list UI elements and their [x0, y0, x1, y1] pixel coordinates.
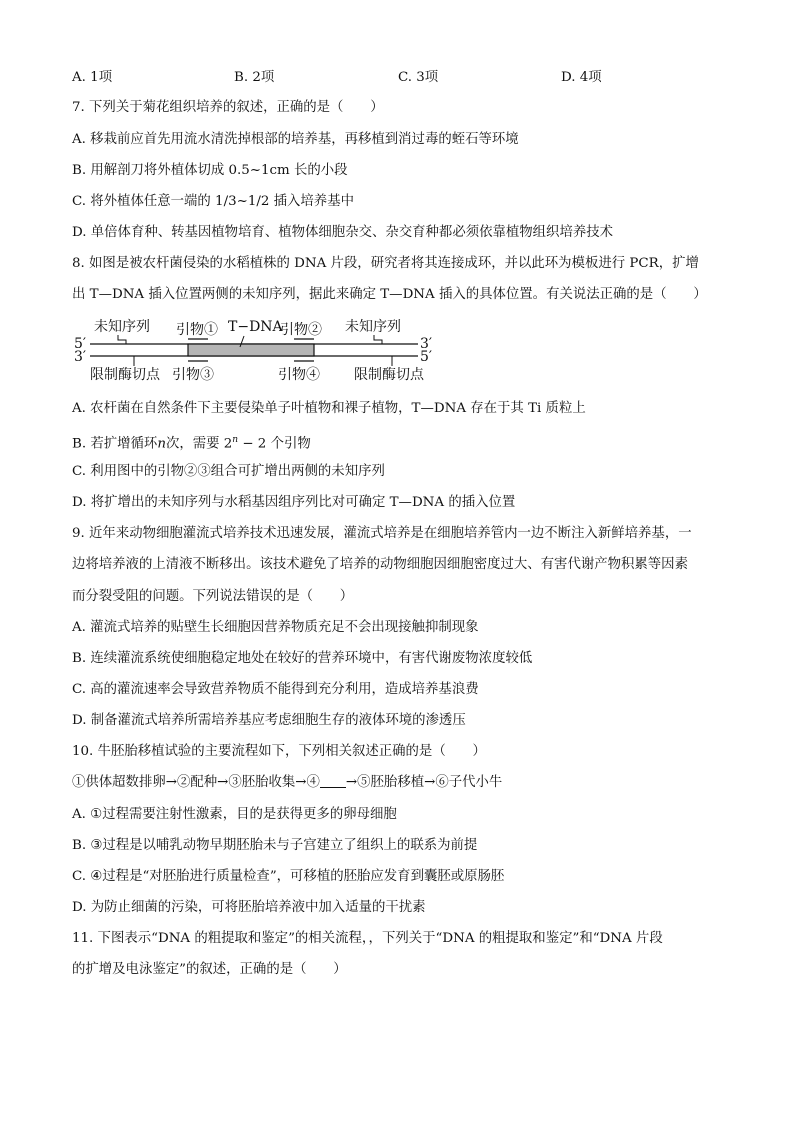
option-b: B. 2项: [234, 70, 275, 85]
label-5-prime-bottom: 5′: [420, 349, 433, 365]
q10-option-a: A. ①过程需要注射性激素，目的是获得更多的卵母细胞: [72, 807, 397, 822]
blank: [320, 773, 346, 788]
label-primer-1: 引物①: [176, 322, 218, 338]
label-primer-2: 引物②: [280, 322, 322, 338]
q9-option-a: A. 灌流式培养的贴壁生长细胞因营养物质充足不会出现接触抑制现象: [72, 620, 479, 635]
option-c: C. 3项: [398, 70, 439, 85]
q7-option-c: C. 将外植体任意一端的 1/3~1/2 插入培养基中: [72, 194, 354, 209]
q9-stem-line-3: 而分裂受阻的问题。下列说法错误的是（ ）: [72, 589, 354, 604]
q10-flow: ①供体超数排卵→②配种→③胚胎收集→④ →⑤胚胎移植→⑥子代小牛: [72, 775, 503, 790]
label-5-prime-top: 5′: [74, 336, 87, 352]
q9-stem-line-2: 边将培养液的上清液不断移出。该技术避免了培养的动物细胞因细胞密度过大、有害代谢产物积累等因素: [72, 557, 688, 572]
label-3-prime-bottom: 3′: [74, 349, 87, 365]
q8-option-b: B. 若扩增循环n次，需要 $2^n - 2$ 个引物: [72, 435, 311, 452]
q9-option-d: D. 制备灌流式培养所需培养基应考虑细胞生存的液体环境的渗透压: [72, 713, 466, 728]
option-a: A. 1项: [72, 70, 113, 85]
q11-stem-line-2: 的扩增及电泳鉴定”的叙述，正确的是（ ）: [72, 962, 347, 977]
option-d: D. 4项: [561, 70, 602, 85]
q8-option-c: C. 利用图中的引物②③组合可扩增出两侧的未知序列: [72, 464, 385, 479]
q8-option-d: D. 将扩增出的未知序列与水稻基因组序列比对可确定 T—DNA 的插入位置: [72, 495, 516, 510]
unknown-left-bracket: [118, 335, 126, 344]
q9-option-c: C. 高的灌流速率会导致营养物质不能得到充分利用，造成培养基浪费: [72, 682, 479, 697]
tdna-diagram: [74, 316, 444, 382]
q8-stem-line-1: 8. 如图是被农杆菌侵染的水稻植株的 DNA 片段，研究者将其连接成环，并以此环为模板进行 PCR，扩增: [72, 256, 699, 271]
q8-option-a: A. 农杆菌在自然条件下主要侵染单子叶植物和裸子植物，T—DNA 存在于其 Ti 质粒上: [72, 401, 586, 416]
label-tdna: T−DNA: [228, 319, 283, 335]
q7-stem: 7. 下列关于菊花组织培养的叙述，正确的是（ ）: [72, 100, 384, 115]
q10-option-b: B. ③过程是以哺乳动物早期胚胎未与子宫建立了组织上的联系为前提: [72, 838, 478, 853]
var-n: n: [157, 436, 166, 452]
q10-option-c: C. ④过程是“对胚胎进行质量检查”，可移植的胚胎应发育到囊胚或原肠胚: [72, 869, 505, 884]
q9-option-b: B. 连续灌流系统使细胞稳定地处在较好的营养环境中，有害代谢废物浓度较低: [72, 651, 533, 666]
label-3-prime-top: 3′: [420, 336, 433, 352]
q7-option-b: B. 用解剖刀将外植体切成 0.5~1cm 长的小段: [72, 163, 348, 178]
q7-option-d: D. 单倍体育种、转基因植物培育、植物体细胞杂交、杂交育种都必须依靠植物组织培养技术: [72, 225, 614, 240]
q8-stem-line-2: 出 T—DNA 插入位置两侧的未知序列，据此来确定 T—DNA 插入的具体位置。有关说法正确的是（ ）: [72, 287, 707, 302]
label-primer-4: 引物④: [278, 367, 320, 382]
q7-option-a: A. 移栽前应首先用流水清洗掉根部的培养基，再移植到消过毒的蛭石等环境: [72, 132, 519, 147]
label-site-left: 限制酶切点: [90, 367, 160, 382]
exponent-n: n: [232, 435, 239, 445]
previous-question-options: [72, 66, 732, 86]
label-unknown-right: 未知序列: [345, 319, 401, 335]
q10-option-d: D. 为防止细菌的污染，可将胚胎培养液中加入适量的干扰素: [72, 900, 426, 915]
label-site-right: 限制酶切点: [354, 367, 424, 382]
q11-stem-line-1: 11. 下图表示“DNA 的粗提取和鉴定”的相关流程，，下列关于“DNA 的粗提取和鉴定”和“DNA 片段: [72, 931, 663, 946]
tdna-segment: [188, 344, 314, 356]
unknown-right-bracket: [374, 335, 382, 344]
q10-stem: 10. 牛胚胎移植试验的主要流程如下，下列相关叙述正确的是（ ）: [72, 744, 486, 759]
label-unknown-left: 未知序列: [94, 319, 150, 335]
label-primer-3: 引物③: [172, 367, 214, 382]
q9-stem-line-1: 9. 近年来动物细胞灌流式培养技术迅速发展，灌流式培养是在细胞培养管内一边不断注入新鲜培养基，一: [72, 526, 692, 541]
